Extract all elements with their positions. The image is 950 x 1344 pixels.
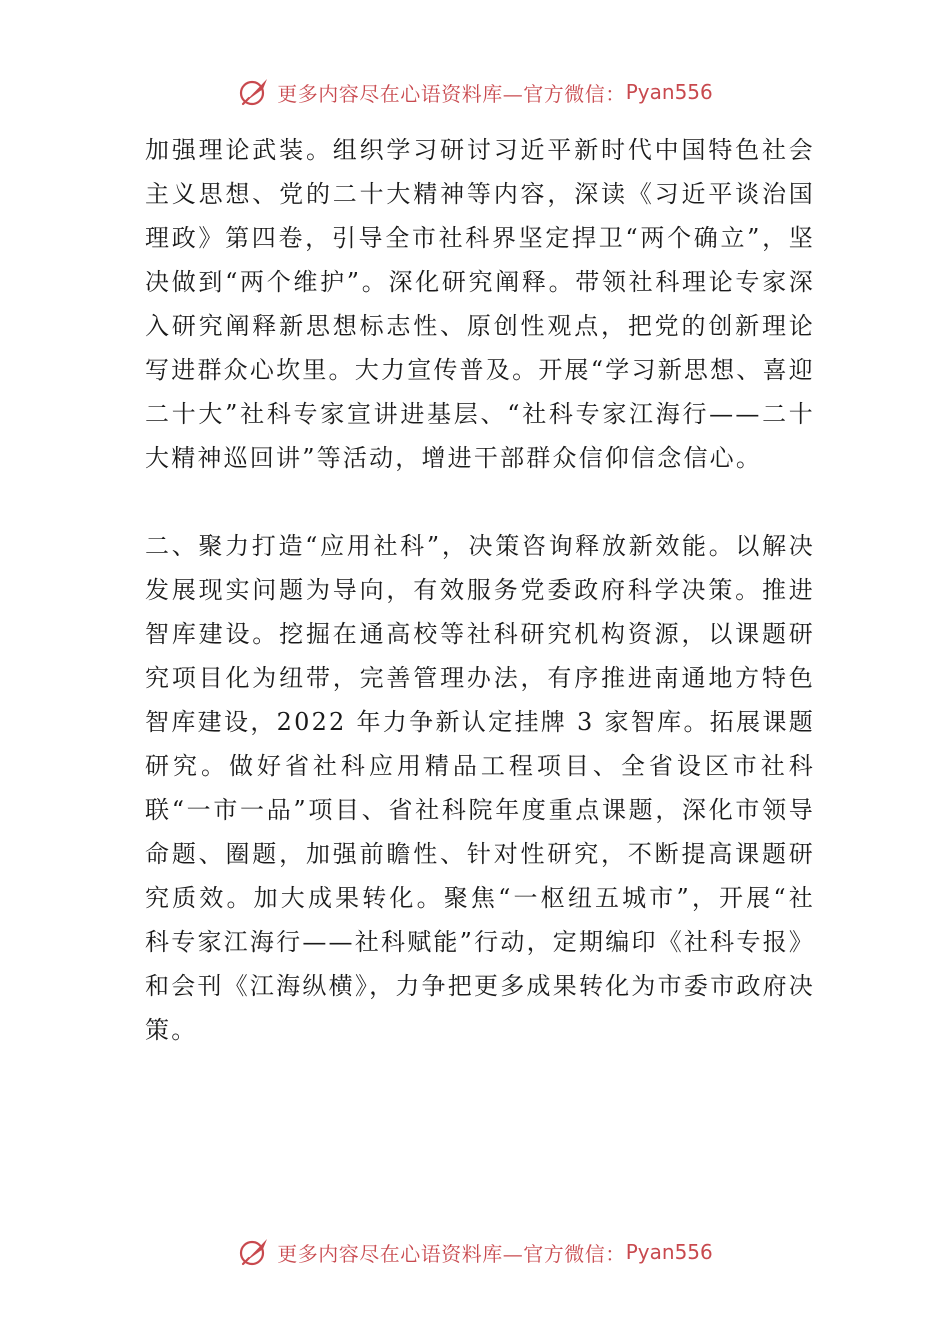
paragraph-gap bbox=[145, 480, 815, 524]
quill-pen-logo-icon bbox=[237, 75, 271, 109]
quill-pen-logo-icon bbox=[237, 1235, 271, 1269]
header-banner-code: Pyan556 bbox=[625, 80, 713, 104]
header-banner bbox=[0, 70, 950, 114]
paragraph-applied-social-science: 二、聚力打造“应用社科”，决策咨询释放新效能。以解决发展现实问题为导向，有效服务党委政府科学决策。推进智库建设。挖掘在通高校等社科研究机构资源，以课题研究项目化为纽带，完善管理办法，有序推进南通地方特色智库建设，2022 年力争新认定挂牌 3 家智库。拓展课题研究。做好省社科应用精品工程项目、全省设区市社科联“一市一品”项目、省社科院年度重点课题，深化市领导命题、圈题，加强前瞻性、针对性研究，不断提高课题研究质效。加大成果转化。聚焦“一枢纽五城市”，开展“社科专家江海行——社科赋能”行动，定期编印《社科专报》和会刊《江海纵横》，力争把更多成果转化为市委市政府决策。 bbox=[145, 532, 815, 1044]
footer-banner bbox=[0, 1230, 950, 1274]
paragraph-theory: 加强理论武装。组织学习研讨习近平新时代中国特色社会主义思想、党的二十大精神等内容，深读《习近平谈治国理政》第四卷，引导全市社科界坚定捍卫“两个确立”，坚决做到“两个维护”。深化研究阐释。带领社科理论专家深入研究阐释新思想标志性、原创性观点，把党的创新理论写进群众心坎里。大力宣传普及。开展“学习新思想、喜迎二十大”社科专家宣讲进基层、“社科专家江海行——二十大精神巡回讲”等活动，增进干部群众信仰信念信心。 bbox=[145, 136, 815, 472]
footer-banner-text: 更多内容尽在心语资料库—官方微信： bbox=[277, 1241, 626, 1266]
footer-banner-code: Pyan556 bbox=[625, 1240, 713, 1264]
header-banner-text: 更多内容尽在心语资料库—官方微信： bbox=[277, 81, 626, 106]
document-body bbox=[145, 128, 815, 1052]
